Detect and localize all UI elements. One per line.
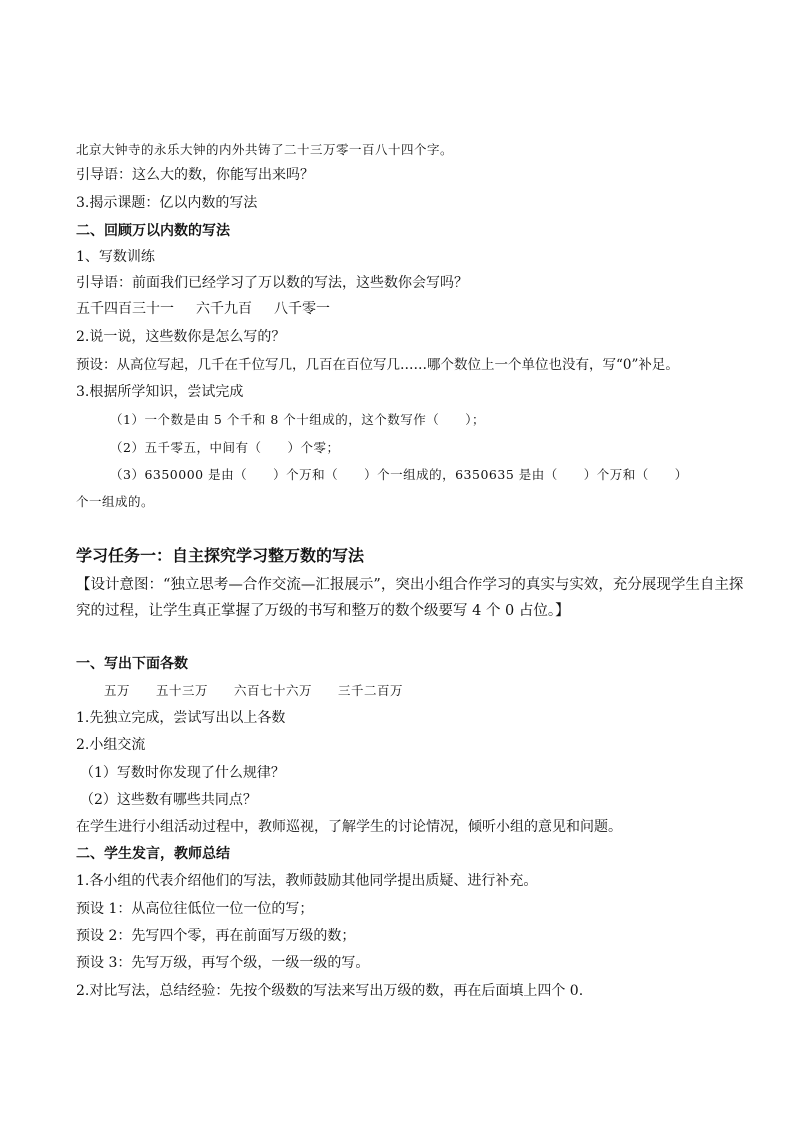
- sub-question-1: （1）写数时你发现了什么规律？: [80, 765, 285, 781]
- write-number: 五十三万: [156, 683, 209, 698]
- task1-title: 学习任务一：自主探究学习整万数的写法: [76, 546, 365, 565]
- number-word: 五千四百三十一: [76, 301, 174, 317]
- compare-summary: 2.对比写法，总结经验：先按个级数的写法来写出万级的数，再在后面填上四个 0.: [76, 983, 584, 999]
- section-review-title: 二、回顾万以内数的写法: [76, 223, 230, 239]
- number-word: 八千零一: [274, 301, 330, 317]
- sub-question-2: （2）这些数有哪些共同点？: [80, 792, 257, 808]
- reveal-topic: 3.揭示课题：亿以内数的写法: [76, 195, 258, 211]
- question-3b: 个一组成的。: [76, 494, 155, 509]
- step-2: 2.小组交流: [76, 737, 146, 753]
- write-section-title: 一、写出下面各数: [76, 656, 188, 672]
- question-2: （2）五千零五，中间有（ ）个零；: [110, 440, 340, 455]
- write-training: 1、写数训练: [76, 249, 155, 265]
- guide-question-1: 引导语：这么大的数，你能写出来吗？: [76, 167, 314, 183]
- design-intent-line-1: 【设计意图：“独立思考—合作交流—汇报展示”，突出小组合作学习的真实与实效，充分展现学生自主探: [76, 577, 744, 593]
- write-number: 六百七十六万: [234, 683, 313, 698]
- question-3a: （3）6350000 是由（ ）个万和（ ）个一组成的，6350635 是由（ ）个万和（ ）: [110, 467, 688, 482]
- number-word: 六千九百: [196, 301, 252, 317]
- say-it: 2.说一说，这些数你是怎么写的？: [76, 329, 286, 345]
- intro-line: 北京大钟寺的永乐大钟的内外共铸了二十三万零一百八十四个字。: [76, 142, 454, 157]
- preset-note: 预设：从高位写起，几千在千位写几，几百在百位写几……哪个数位上一个单位也没有，写“0”补足。: [76, 357, 679, 373]
- step-1: 1.先独立完成，尝试写出以上各数: [76, 710, 286, 726]
- write-numbers-row: [104, 681, 403, 701]
- design-intent-line-2: 究的过程，让学生真正掌握了万级的书写和整万的数个级要写 4 个 0 占位。】: [76, 603, 570, 619]
- question-1: （1）一个数是由 5 个千和 8 个十组成的，这个数写作（ ）；: [110, 412, 486, 427]
- write-number: 五万: [104, 683, 131, 698]
- teacher-patrol: 在学生进行小组活动过程中，教师巡视，了解学生的讨论情况，倾听小组的意见和问题。: [76, 819, 622, 835]
- guide-question-2: 引导语：前面我们已经学习了万以数的写法，这些数你会写吗？: [76, 275, 468, 291]
- number-words-row: [76, 299, 330, 319]
- write-number: 三千二百万: [338, 683, 404, 698]
- preset-2: 预设 2：先写四个零，再在前面写万级的数；: [76, 928, 356, 944]
- preset-3: 预设 3：先写万级，再写个级，一级一级的写。: [76, 955, 370, 971]
- try-complete: 3.根据所学知识，尝试完成: [76, 384, 244, 400]
- speak-step-1: 1.各小组的代表介绍他们的写法，教师鼓励其他同学提出质疑、进行补充。: [76, 873, 538, 889]
- preset-1: 预设 1：从高位往低位一位一位的写；: [76, 901, 314, 917]
- speak-section-title: 二、学生发言，教师总结: [76, 846, 230, 862]
